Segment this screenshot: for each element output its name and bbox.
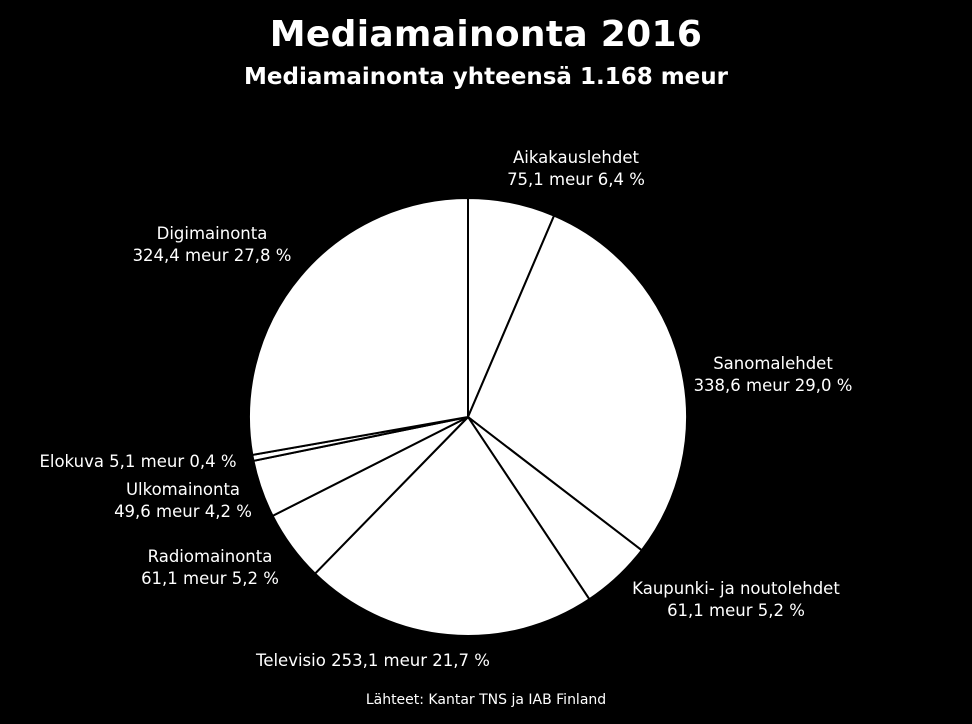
slice-label-line: 75,1 meur 6,4 % <box>507 170 645 189</box>
slice-label-1 <box>694 354 853 395</box>
slice-label-3 <box>255 651 490 670</box>
slice-label-5 <box>114 480 252 521</box>
slice-label-line: Televisio 253,1 meur 21,7 % <box>256 651 490 670</box>
slice-label-line: Elokuva 5,1 meur 0,4 % <box>39 452 237 471</box>
slice-label-7 <box>133 224 292 265</box>
slice-label-line: Ulkomainonta <box>125 480 241 499</box>
slice-label-line: 324,4 meur 27,8 % <box>132 246 292 265</box>
slice-label-0 <box>507 148 645 189</box>
slice-label-line: Aikakauslehdet <box>513 148 639 167</box>
slice-label-line: 338,6 meur 29,0 % <box>693 376 853 395</box>
slice-label-line: Radiomainonta <box>147 547 273 566</box>
pie-slices <box>249 198 687 636</box>
slice-label-2 <box>632 579 840 620</box>
slice-label-6 <box>39 452 236 471</box>
slice-label-line: Kaupunki- ja noutolehdet <box>632 579 840 598</box>
source-note: Lähteet: Kantar TNS ja IAB Finland <box>365 692 607 708</box>
slice-label-line: 61,1 meur 5,2 % <box>667 601 805 620</box>
slice-label-4 <box>141 547 279 588</box>
slice-label-line: 49,6 meur 4,2 % <box>114 502 252 521</box>
slice-label-line: Digimainonta <box>156 224 268 243</box>
chart-title: Mediamainonta 2016 <box>269 14 703 55</box>
pie-slice-digimainonta <box>249 198 468 455</box>
slice-label-line: Sanomalehdet <box>713 354 833 373</box>
slice-label-line: 61,1 meur 5,2 % <box>141 569 279 588</box>
chart-subtitle: Mediamainonta yhteensä 1.168 meur <box>244 64 728 90</box>
